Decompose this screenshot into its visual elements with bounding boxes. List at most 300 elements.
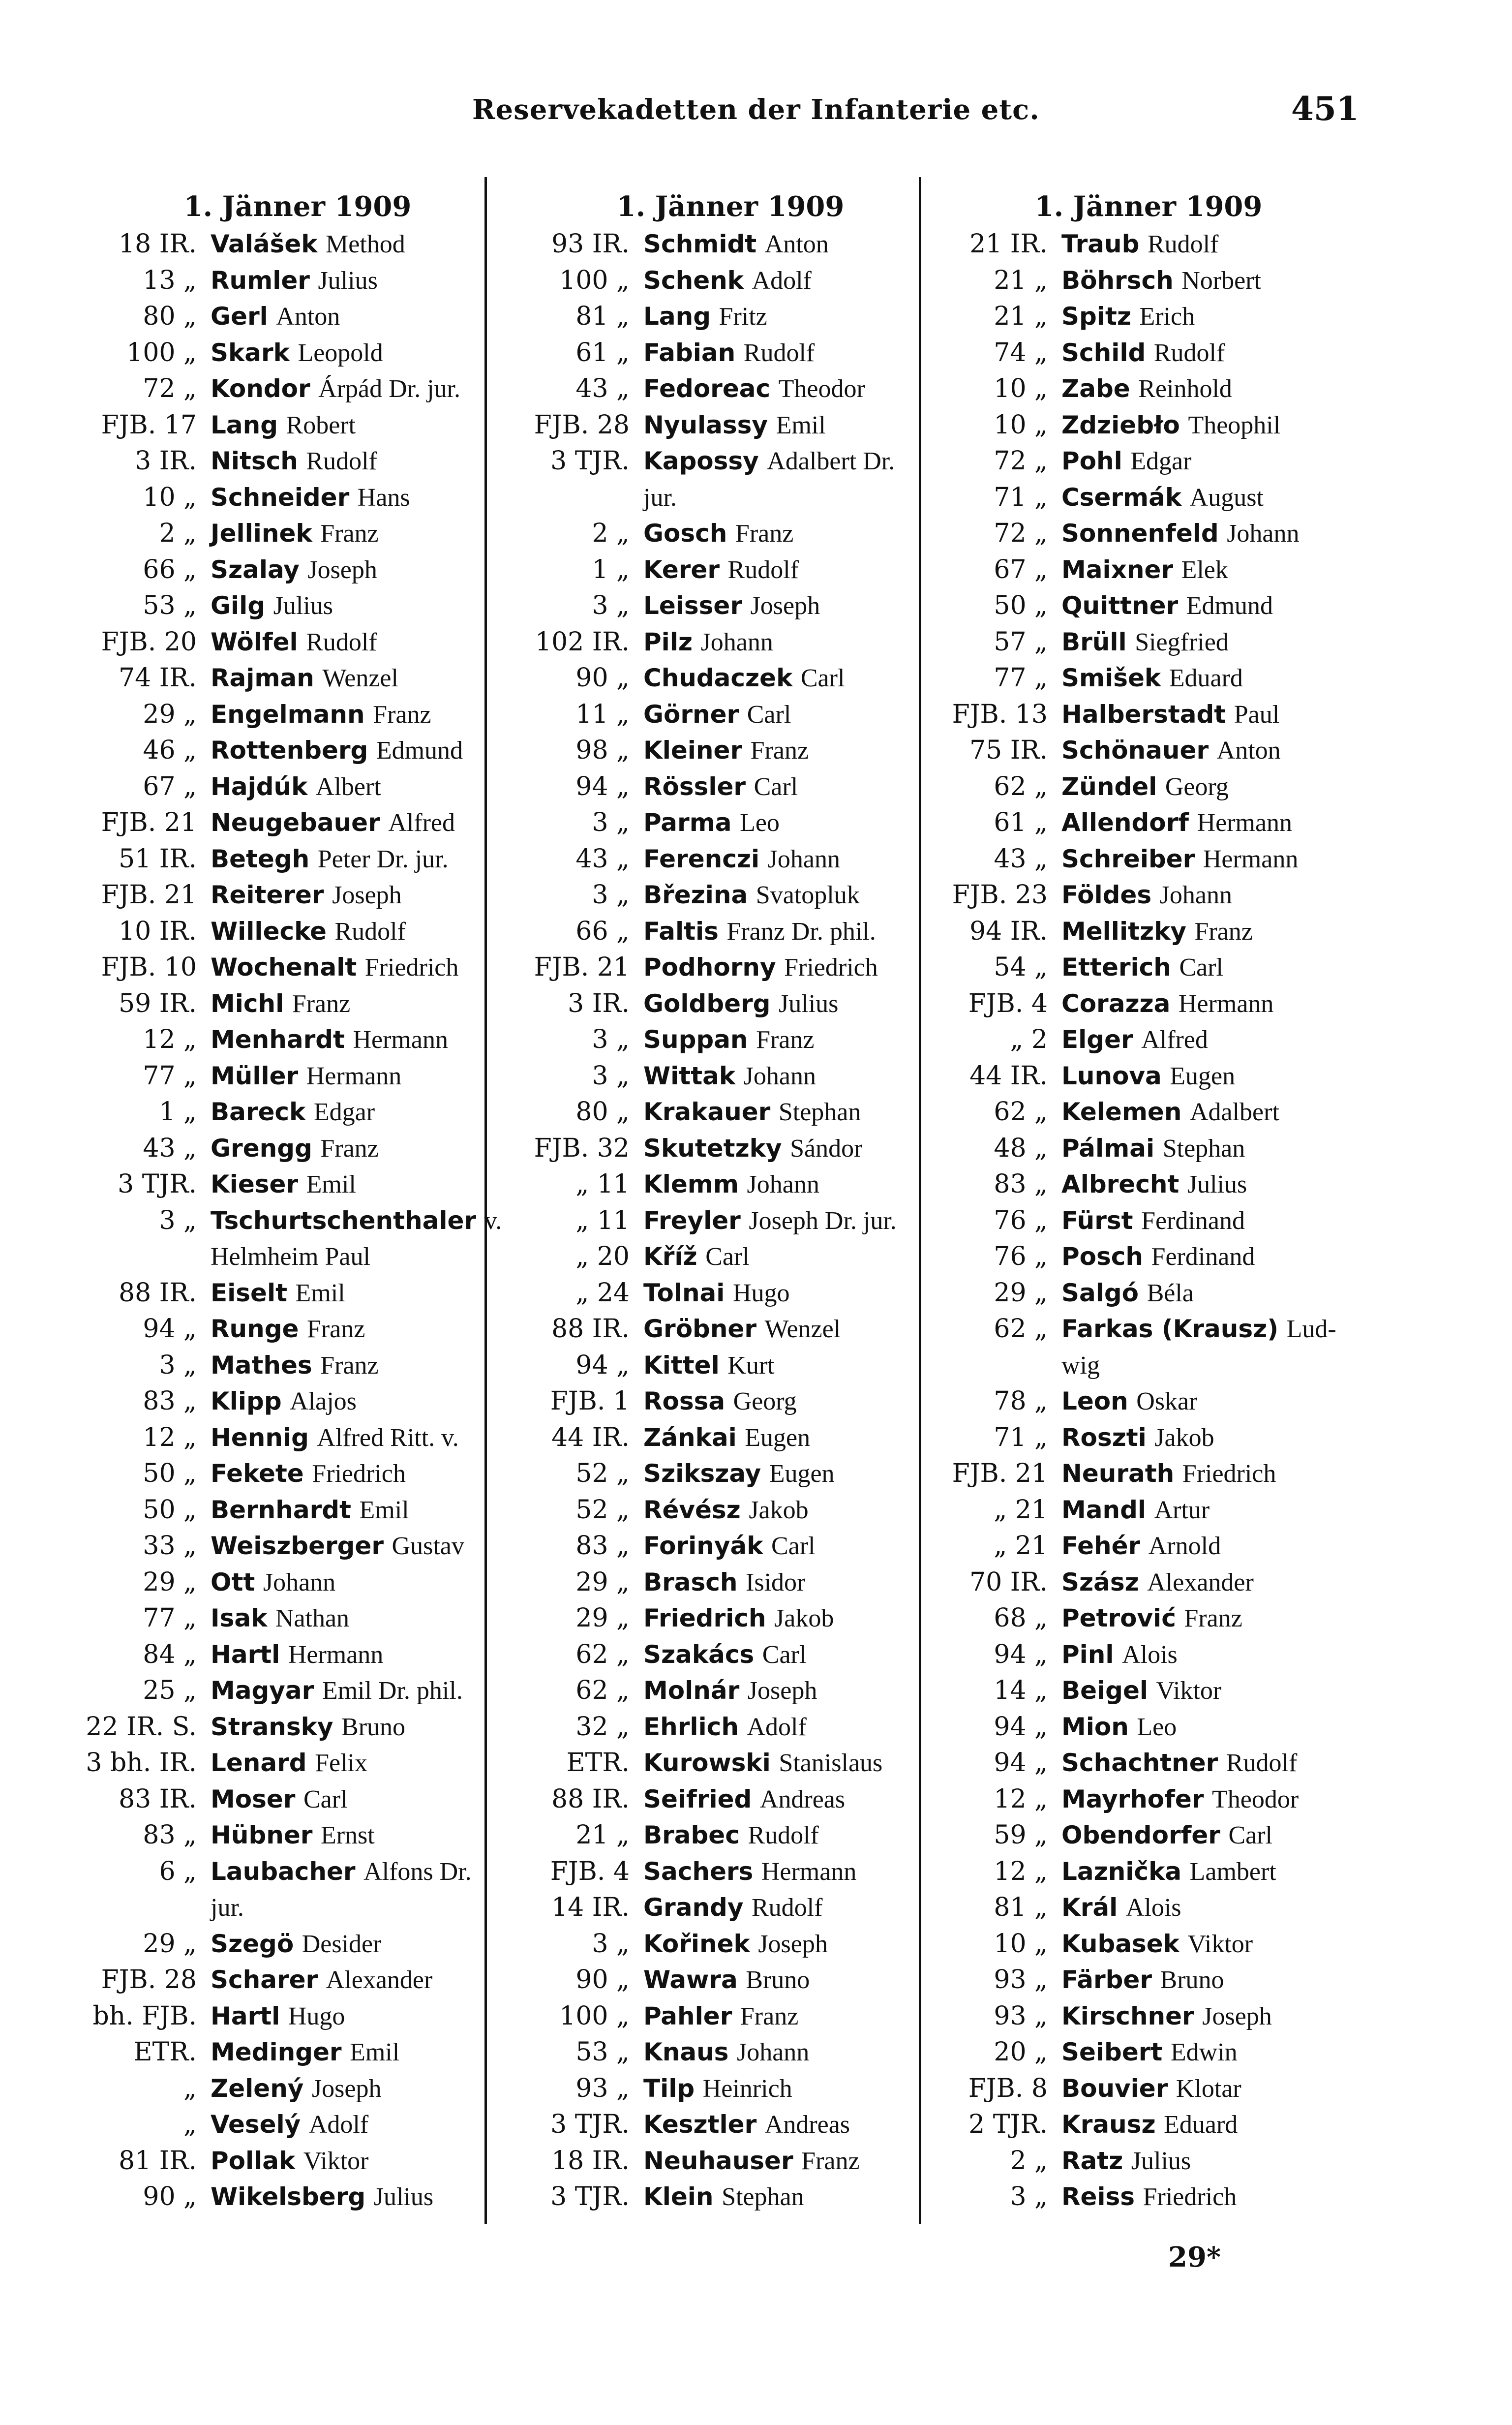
cadet-name <box>643 1239 915 1275</box>
column-heading: 1. Jänner 1909 <box>183 190 412 223</box>
regiment-code: 100 „ <box>559 2001 630 2031</box>
regiment-code: 71 „ <box>994 1422 1048 1452</box>
list-item <box>74 371 482 407</box>
signature-mark: 29* <box>1168 2241 1221 2273</box>
given-name: Hugo <box>288 2002 345 2030</box>
surname: Kříž <box>643 1242 697 1271</box>
list-item <box>74 986 482 1022</box>
surname: Kořinek <box>643 1929 750 1958</box>
surname: Neugebauer <box>211 808 380 837</box>
list-item <box>925 1275 1333 1312</box>
cadet-name <box>1061 299 1333 335</box>
surname: Kittel <box>643 1351 720 1380</box>
cadet-name <box>1061 1058 1333 1095</box>
given-name: Stanislaus <box>779 1749 883 1777</box>
given-name: Franz <box>750 737 809 765</box>
given-name: Julius <box>1131 2147 1191 2175</box>
cadet-name <box>643 1926 915 1963</box>
cadet-name <box>643 1817 915 1854</box>
regiment-code: 29 „ <box>994 1278 1048 1308</box>
given-name: Emil <box>359 1496 409 1524</box>
given-name: Peter Dr. jur. <box>317 845 449 873</box>
given-name: Alfons Dr. <box>363 1857 472 1886</box>
given-name: Ferdinand <box>1141 1206 1245 1235</box>
surname: Elger <box>1061 1025 1133 1054</box>
regiment-code: 50 „ <box>143 1459 197 1488</box>
given-name: Lambert <box>1189 1857 1276 1886</box>
surname: Szegö <box>211 1929 294 1958</box>
given-name: Stephan <box>778 1098 861 1126</box>
regiment-code: 94 „ <box>994 1639 1048 1669</box>
list-item <box>74 516 482 552</box>
cadet-name <box>1061 877 1333 914</box>
cadet-name <box>211 1528 482 1565</box>
cadet-name <box>643 1383 915 1420</box>
regiment-code: 83 IR. <box>119 1784 197 1814</box>
given-name: Julius <box>373 2183 434 2211</box>
cadet-name <box>211 733 482 769</box>
surname: Smišek <box>1061 664 1161 692</box>
list-item <box>925 660 1333 697</box>
list-item <box>925 697 1333 733</box>
list-item <box>507 1709 915 1746</box>
list-item <box>507 1673 915 1709</box>
surname: Moser <box>211 1784 296 1813</box>
list-item <box>925 1348 1333 1384</box>
regiment-code: 3 bh. IR. <box>86 1748 197 1778</box>
list-item <box>507 1348 915 1384</box>
cadet-name <box>643 1781 915 1818</box>
list-item <box>925 588 1333 624</box>
surname: Fehér <box>1061 1532 1141 1560</box>
cadet-name <box>211 805 482 841</box>
list-item <box>74 624 482 661</box>
cadet-name <box>643 2143 915 2179</box>
given-name: Rudolf <box>306 447 377 475</box>
list-item <box>507 1131 915 1167</box>
given-name: Rudolf <box>748 1821 819 1849</box>
cadet-name <box>211 226 482 263</box>
cadet-name <box>211 1637 482 1673</box>
given-name: Elek <box>1181 555 1228 584</box>
surname: Bareck <box>211 1098 306 1126</box>
list-item <box>925 2179 1333 2215</box>
regiment-code: 70 IR. <box>969 1567 1048 1597</box>
regiment-code: 10 IR. <box>119 916 197 946</box>
surname: Král <box>1061 1893 1118 1922</box>
cadet-name <box>211 1890 482 1926</box>
cadet-name <box>643 516 915 552</box>
list-item <box>74 1275 482 1312</box>
regiment-code: 84 „ <box>143 1639 197 1669</box>
cadet-name <box>211 1058 482 1095</box>
cadet-name <box>1061 2071 1333 2107</box>
given-name: Alexander <box>1147 1568 1254 1596</box>
given-name: Edgar <box>313 1098 375 1126</box>
given-name: Viktor <box>1187 1930 1253 1958</box>
regiment-code: 43 „ <box>575 374 630 403</box>
cadet-name <box>211 335 482 371</box>
regiment-code: „ 24 <box>575 1278 630 1308</box>
surname: Kubasek <box>1061 1929 1179 1958</box>
list-item <box>507 371 915 407</box>
cadet-name <box>643 480 915 516</box>
regiment-code: 83 „ <box>143 1820 197 1850</box>
cadet-name <box>1061 480 1333 516</box>
given-name: Hans <box>357 483 410 512</box>
surname: Isak <box>211 1604 268 1632</box>
regiment-code: 21 IR. <box>969 229 1048 259</box>
given-name: Adolf <box>747 1713 807 1741</box>
regiment-code: 77 „ <box>994 663 1048 693</box>
surname: Müller <box>211 1061 299 1090</box>
column-2 <box>507 187 915 2229</box>
list-item <box>507 588 915 624</box>
given-name: Franz <box>756 1026 815 1054</box>
list-item <box>507 1528 915 1565</box>
given-name: Alfred Ritt. v. <box>317 1423 459 1452</box>
regiment-code: FJB. 8 <box>968 2073 1048 2103</box>
cadet-name <box>1061 1275 1333 1312</box>
cadet-name <box>1061 1420 1333 1456</box>
given-name: wig <box>1061 1351 1100 1380</box>
surname: Schneider <box>211 483 350 512</box>
surname: Hajdúk <box>211 772 308 801</box>
list-item <box>925 552 1333 588</box>
regiment-code: bh. FJB. <box>92 2001 197 2031</box>
surname: Szakács <box>643 1640 755 1669</box>
regiment-code: 3 „ <box>159 1205 197 1235</box>
surname: Zdziebło <box>1061 410 1180 439</box>
given-name: Emil <box>350 2038 400 2066</box>
cadet-name <box>643 877 915 914</box>
cadet-name <box>643 407 915 444</box>
regiment-code: 21 „ <box>994 265 1048 295</box>
list-item <box>925 914 1333 950</box>
surname: Pollak <box>211 2146 296 2175</box>
surname: Gröbner <box>643 1315 757 1343</box>
regiment-code: 57 „ <box>994 627 1048 657</box>
cadet-name <box>211 877 482 914</box>
list-item <box>507 950 915 986</box>
cadet-name <box>1061 1166 1333 1203</box>
given-name: Alexander <box>326 1966 433 1994</box>
cadet-name <box>211 1203 502 1239</box>
list-item <box>507 1781 915 1818</box>
surname: Kelemen <box>1061 1098 1182 1126</box>
list-item <box>925 2107 1333 2143</box>
list-item <box>507 335 915 371</box>
list-item <box>925 1709 1333 1746</box>
list-item <box>507 841 915 878</box>
regiment-code: 81 IR. <box>119 2146 197 2176</box>
surname: Albrecht <box>1061 1170 1179 1198</box>
list-item <box>507 516 915 552</box>
list-item <box>74 1239 482 1275</box>
surname: Klein <box>643 2182 714 2211</box>
regiment-code: 61 „ <box>994 808 1048 837</box>
surname: Chudaczek <box>643 664 793 692</box>
list-item <box>507 1854 915 1890</box>
cadet-name <box>1061 1600 1333 1637</box>
surname: Schenk <box>643 266 744 295</box>
surname: Hartl <box>211 2001 280 2030</box>
surname: Laznička <box>1061 1857 1182 1886</box>
list-item <box>925 624 1333 661</box>
surname: Ehrlich <box>643 1712 739 1741</box>
list-item <box>925 1673 1333 1709</box>
regiment-code: 46 „ <box>143 736 197 765</box>
cadet-name <box>211 1348 482 1384</box>
given-name: Theodor <box>1212 1785 1299 1813</box>
regiment-code: 88 IR. <box>551 1784 630 1814</box>
regiment-code: 94 „ <box>994 1748 1048 1778</box>
surname: Scharer <box>211 1965 318 1994</box>
given-name: Albert <box>315 772 381 801</box>
given-name: Julius <box>318 266 378 295</box>
cadet-name <box>1061 371 1333 407</box>
list-item <box>74 1203 502 1239</box>
cadet-name <box>211 1926 482 1963</box>
surname: Klipp <box>211 1387 282 1415</box>
list-item <box>74 1131 482 1167</box>
list-item <box>507 1492 915 1529</box>
given-name: Friedrich <box>364 953 459 982</box>
given-name: Lud- <box>1286 1315 1336 1343</box>
cadet-name <box>211 480 482 516</box>
surname: Faltis <box>643 917 719 946</box>
list-item <box>74 1565 482 1601</box>
given-name: Edgar <box>1130 447 1192 475</box>
given-name: Franz <box>320 1134 379 1163</box>
regiment-code: 80 „ <box>575 1097 630 1127</box>
cadet-name <box>211 1166 482 1203</box>
regiment-code: FJB. 21 <box>101 880 197 910</box>
cadet-name <box>1061 986 1333 1022</box>
surname: Hartl <box>211 1640 280 1669</box>
regiment-code: FJB. 21 <box>101 808 197 837</box>
list-item <box>74 914 482 950</box>
given-name: Rudolf <box>727 555 799 584</box>
given-name: Franz <box>320 520 379 548</box>
cadet-name <box>211 914 482 950</box>
cadet-name <box>643 588 915 624</box>
cadet-name <box>643 697 915 733</box>
regiment-code: 33 „ <box>143 1531 197 1561</box>
given-name: Hermann <box>1197 809 1293 837</box>
list-item <box>74 2107 482 2143</box>
surname: Grengg <box>211 1134 312 1163</box>
column-1 <box>74 187 502 2229</box>
regiment-code: 75 IR. <box>969 736 1048 765</box>
cadet-name <box>643 371 915 407</box>
given-name: Julius <box>779 989 839 1018</box>
cadet-name <box>1061 733 1333 769</box>
surname: Wikelsberg <box>211 2182 366 2211</box>
list-item <box>925 1022 1333 1058</box>
given-name: Franz <box>1184 1604 1242 1632</box>
list-item <box>925 335 1333 371</box>
surname: Veselý <box>211 2110 301 2139</box>
regiment-code: 100 „ <box>559 265 630 295</box>
surname: Maixner <box>1061 555 1174 584</box>
list-item <box>507 624 915 661</box>
list-item <box>507 1166 915 1203</box>
roster-list <box>74 226 502 2215</box>
list-item <box>74 841 482 878</box>
regiment-code: 3 TJR. <box>550 2110 630 2139</box>
list-item <box>925 1817 1333 1854</box>
given-name: Joseph <box>750 592 820 620</box>
regiment-code: ETR. <box>566 1748 630 1778</box>
surname: Fabian <box>643 338 736 367</box>
surname: Gilg <box>211 591 266 620</box>
regiment-code: FJB. 17 <box>101 410 197 440</box>
list-item <box>74 805 482 841</box>
cadet-name <box>643 2071 915 2107</box>
regiment-code: 29 „ <box>575 1567 630 1597</box>
surname: Fedoreac <box>643 374 771 403</box>
regiment-code: 13 „ <box>143 265 197 295</box>
cadet-name <box>211 986 482 1022</box>
cadet-name <box>211 1998 482 2035</box>
given-name: Anton <box>764 230 829 258</box>
regiment-code: 3 „ <box>592 808 630 837</box>
given-name: Alfred <box>1141 1026 1208 1054</box>
surname: Hübner <box>211 1821 313 1849</box>
surname: Reiss <box>1061 2182 1135 2211</box>
regiment-code: 2 „ <box>1010 2146 1048 2176</box>
given-name: Edwin <box>1170 2038 1238 2066</box>
cadet-name <box>1061 516 1333 552</box>
cadet-name <box>643 1709 915 1746</box>
cadet-name <box>1061 407 1333 444</box>
list-item <box>925 1637 1333 1673</box>
surname: Bouvier <box>1061 2074 1168 2103</box>
given-name: Nathan <box>275 1604 350 1632</box>
regiment-code: 74 „ <box>994 338 1048 368</box>
surname: Laubacher <box>211 1857 356 1886</box>
regiment-code: 48 „ <box>994 1133 1048 1163</box>
cadet-name <box>1061 624 1333 661</box>
regiment-code: 90 „ <box>143 2182 197 2211</box>
regiment-code: 11 „ <box>575 699 630 729</box>
list-item <box>74 2179 482 2215</box>
surname: Hennig <box>211 1423 309 1452</box>
list-item <box>507 914 915 950</box>
given-name: Stephan <box>722 2183 804 2211</box>
list-item <box>74 1817 482 1854</box>
list-item <box>74 2071 482 2107</box>
cadet-name <box>211 950 482 986</box>
list-item <box>74 1637 482 1673</box>
cadet-name <box>1061 1131 1333 1167</box>
cadet-name <box>1061 660 1333 697</box>
surname: Wölfel <box>211 627 298 656</box>
regiment-code: 21 „ <box>575 1820 630 1850</box>
regiment-code: 18 IR. <box>119 229 197 259</box>
given-name: Norbert <box>1181 266 1261 295</box>
list-item <box>925 1600 1333 1637</box>
surname: Petrović <box>1061 1604 1176 1632</box>
given-name: Kurt <box>727 1351 775 1380</box>
surname: Kleiner <box>643 736 743 765</box>
surname: Mathes <box>211 1351 312 1380</box>
given-name: Rudolf <box>306 628 377 656</box>
regiment-code: FJB. 4 <box>968 988 1048 1018</box>
cadet-name <box>1061 1998 1333 2035</box>
surname: Fürst <box>1061 1206 1133 1235</box>
list-item <box>507 480 915 516</box>
regiment-code: FJB. 28 <box>534 410 630 440</box>
cadet-name <box>211 660 482 697</box>
given-name: Svatopluk <box>756 881 860 909</box>
list-item <box>925 1565 1333 1601</box>
given-name: Hugo <box>732 1279 790 1307</box>
given-name: Joseph <box>311 2074 382 2103</box>
surname: Wittak <box>643 1061 736 1090</box>
given-name: Jakob <box>749 1496 809 1524</box>
surname: Mayrhofer <box>1061 1784 1204 1813</box>
list-item <box>74 1383 482 1420</box>
list-item <box>74 1890 482 1926</box>
regiment-code: 3 TJR. <box>550 446 630 476</box>
regiment-code: 68 „ <box>994 1603 1048 1633</box>
cadet-name <box>211 1239 482 1275</box>
regiment-code: 21 „ <box>994 302 1048 331</box>
regiment-code: 43 „ <box>575 844 630 874</box>
given-name: Carl <box>762 1640 807 1669</box>
surname: Goldberg <box>643 989 771 1018</box>
cadet-name <box>643 733 915 769</box>
list-item <box>925 1962 1333 1998</box>
given-name: Erich <box>1139 303 1195 331</box>
list-item <box>507 1311 915 1348</box>
given-name: Adalbert Dr. <box>767 447 895 475</box>
surname: Böhrsch <box>1061 266 1174 295</box>
list-item <box>74 1022 482 1058</box>
cadet-name <box>211 2143 482 2179</box>
surname: Brasch <box>643 1567 738 1596</box>
list-item <box>74 1528 482 1565</box>
given-name: Carl <box>303 1785 348 1813</box>
regiment-code: FJB. 10 <box>101 952 197 982</box>
list-item <box>74 335 482 371</box>
regiment-code: 14 IR. <box>551 1893 630 1922</box>
list-item <box>74 1781 482 1818</box>
surname: Lenard <box>211 1749 307 1777</box>
given-name: Franz <box>306 1315 365 1343</box>
cadet-name <box>643 1166 915 1203</box>
list-item <box>74 733 482 769</box>
regiment-code: 20 „ <box>994 2037 1048 2067</box>
surname: Rössler <box>643 772 746 801</box>
given-name: Theophil <box>1188 411 1281 439</box>
running-title: Reservekadetten der Infanterie etc. <box>472 93 1040 126</box>
cadet-name <box>643 226 915 263</box>
list-item <box>925 1420 1333 1456</box>
given-name: Hermann <box>306 1062 402 1090</box>
given-name: Johann <box>1227 520 1300 548</box>
column-heading: 1. Jänner 1909 <box>1034 190 1263 223</box>
given-name: Emil Dr. phil. <box>322 1677 463 1705</box>
list-item <box>74 1166 482 1203</box>
list-item <box>507 1239 915 1275</box>
list-item <box>925 226 1333 263</box>
given-name: Leopold <box>298 338 383 367</box>
surname: Skutetzky <box>643 1134 782 1163</box>
surname: Beigel <box>1061 1676 1149 1705</box>
